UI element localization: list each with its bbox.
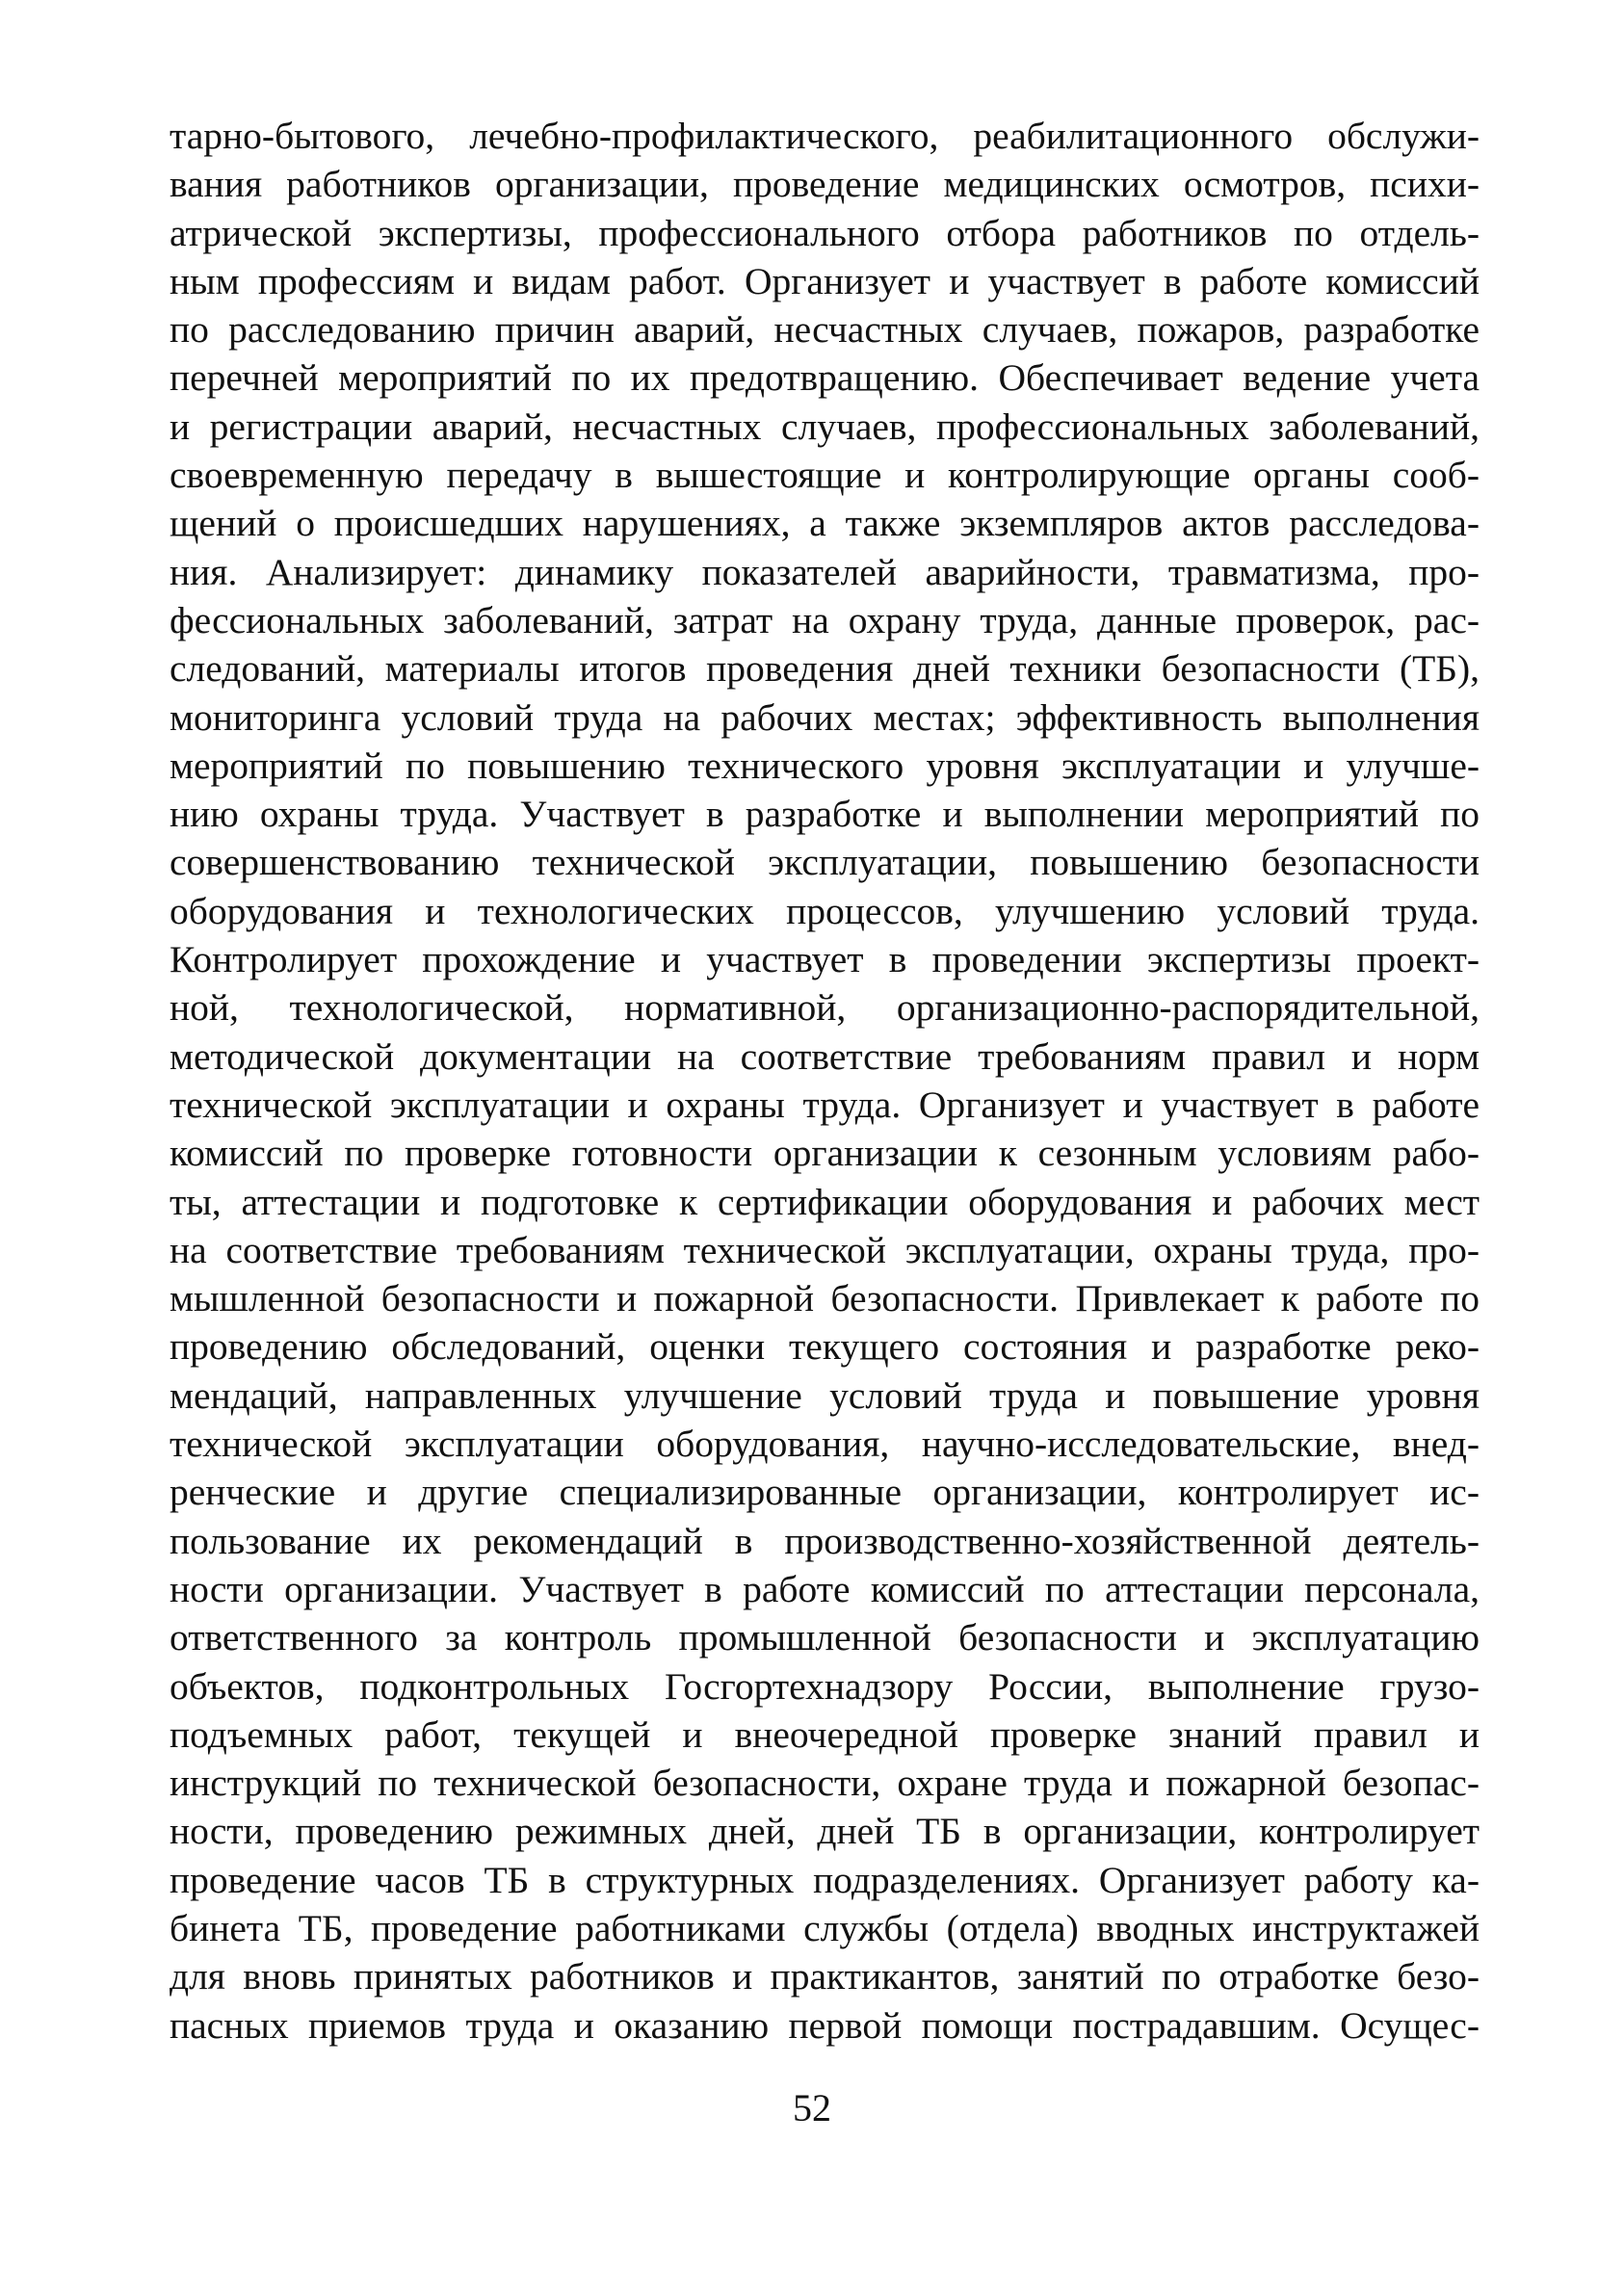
body-paragraph <box>170 112 1480 2050</box>
text-line: по расследованию причин аварий, несчастных случаев, пожаров, разработке <box>170 308 1480 352</box>
text-line: комиссий по проверке готовности организации к сезонным условиям рабо- <box>170 1132 1480 1175</box>
text-line: объектов, подконтрольных Госгортехнадзору России, выполнение грузо- <box>170 1664 1480 1708</box>
text-line: вания работников организации, проведение медицинских осмотров, психи- <box>170 163 1480 206</box>
page-number: 52 <box>793 2086 831 2129</box>
text-line: проведение часов ТБ в структурных подразделениях. Организует работу ка- <box>170 1858 1480 1901</box>
text-line: проведению обследований, оценки текущего состояния и разработке реко- <box>170 1325 1480 1369</box>
text-line: ответственного за контроль промышленной безопасности и эксплуатацию <box>170 1616 1480 1659</box>
text-line: атрической экспертизы, профессионального отбора работников по отдель- <box>170 211 1480 254</box>
text-line: нию охраны труда. Участвует в разработке и выполнении мероприятий по <box>170 793 1480 836</box>
text-line: инструкций по технической безопасности, охране труда и пожарной безопас- <box>170 1762 1480 1805</box>
text-line: мониторинга условий труда на рабочих местах; эффективность выполнения <box>170 695 1480 739</box>
text-line: мышленной безопасности и пожарной безопасности. Привлекает к работе по <box>170 1277 1480 1320</box>
text-line: ты, аттестации и подготовке к сертификации оборудования и рабочих мест <box>170 1180 1480 1223</box>
text-line: ренческие и другие специализированные организации, контролирует ис- <box>170 1471 1480 1514</box>
text-line: ности организации. Участвует в работе комиссий по аттестации персонала, <box>170 1567 1480 1610</box>
text-line: ния. Анализирует: динамику показателей аварийности, травматизма, про- <box>170 550 1480 593</box>
text-line: тарно-бытового, лечебно-профилактического, реабилитационного обслужи- <box>170 115 1480 157</box>
text-line: пользование их рекомендаций в производственно-хозяйственной деятель- <box>170 1519 1480 1562</box>
text-line: мендаций, направленных улучшение условий труда и повышение уровня <box>170 1373 1480 1417</box>
text-line: оборудования и технологических процессов, улучшению условий труда. <box>170 889 1480 932</box>
text-line: и регистрации аварий, несчастных случаев, профессиональных заболеваний, <box>170 405 1480 448</box>
text-line: ным профессиям и видам работ. Организует и участвует в работе комиссий <box>170 259 1480 302</box>
text-line: мероприятий по повышению технического уровня эксплуатации и улучше- <box>170 744 1480 787</box>
text-line: щений о происшедших нарушениях, а также экземпляров актов расследова- <box>170 502 1480 545</box>
text-line: на соответствие требованиям технической эксплуатации, охраны труда, про- <box>170 1228 1480 1271</box>
text-line: технической эксплуатации и охраны труда. Организует и участвует в работе <box>170 1083 1480 1126</box>
text-line: перечней мероприятий по их предотвращению. Обеспечивает ведение учета <box>170 356 1480 400</box>
text-line: фессиональных заболеваний, затрат на охрану труда, данные проверок, рас- <box>170 598 1480 641</box>
text-line: совершенствованию технической эксплуатации, повышению безопасности <box>170 841 1480 884</box>
text-line: ности, проведению режимных дней, дней ТБ в организации, контролирует <box>170 1810 1480 1853</box>
text-line: следований, материалы итогов проведения дней техники безопасности (ТБ), <box>170 647 1480 691</box>
text-line: своевременную передачу в вышестоящие и контролирующие органы сооб- <box>170 454 1480 497</box>
text-line: бинета ТБ, проведение работниками службы (отдела) вводных инструктажей <box>170 1906 1480 1949</box>
text-line: подъемных работ, текущей и внеочередной проверке знаний правил и <box>170 1712 1480 1756</box>
text-line: Контролирует прохождение и участвует в проведении экспертизы проект- <box>170 938 1480 981</box>
text-line: методической документации на соответствие требованиям правил и норм <box>170 1034 1480 1078</box>
text-line: пасных приемов труда и оказанию первой помощи пострадавшим. Осущес- <box>170 2003 1480 2047</box>
text-line: для вновь принятых работников и практикантов, занятий по отработке безо- <box>170 1955 1480 1999</box>
text-line: ной, технологической, нормативной, организационно-распорядительной, <box>170 986 1480 1030</box>
text-line: технической эксплуатации оборудования, научно-исследовательские, внед- <box>170 1423 1480 1466</box>
